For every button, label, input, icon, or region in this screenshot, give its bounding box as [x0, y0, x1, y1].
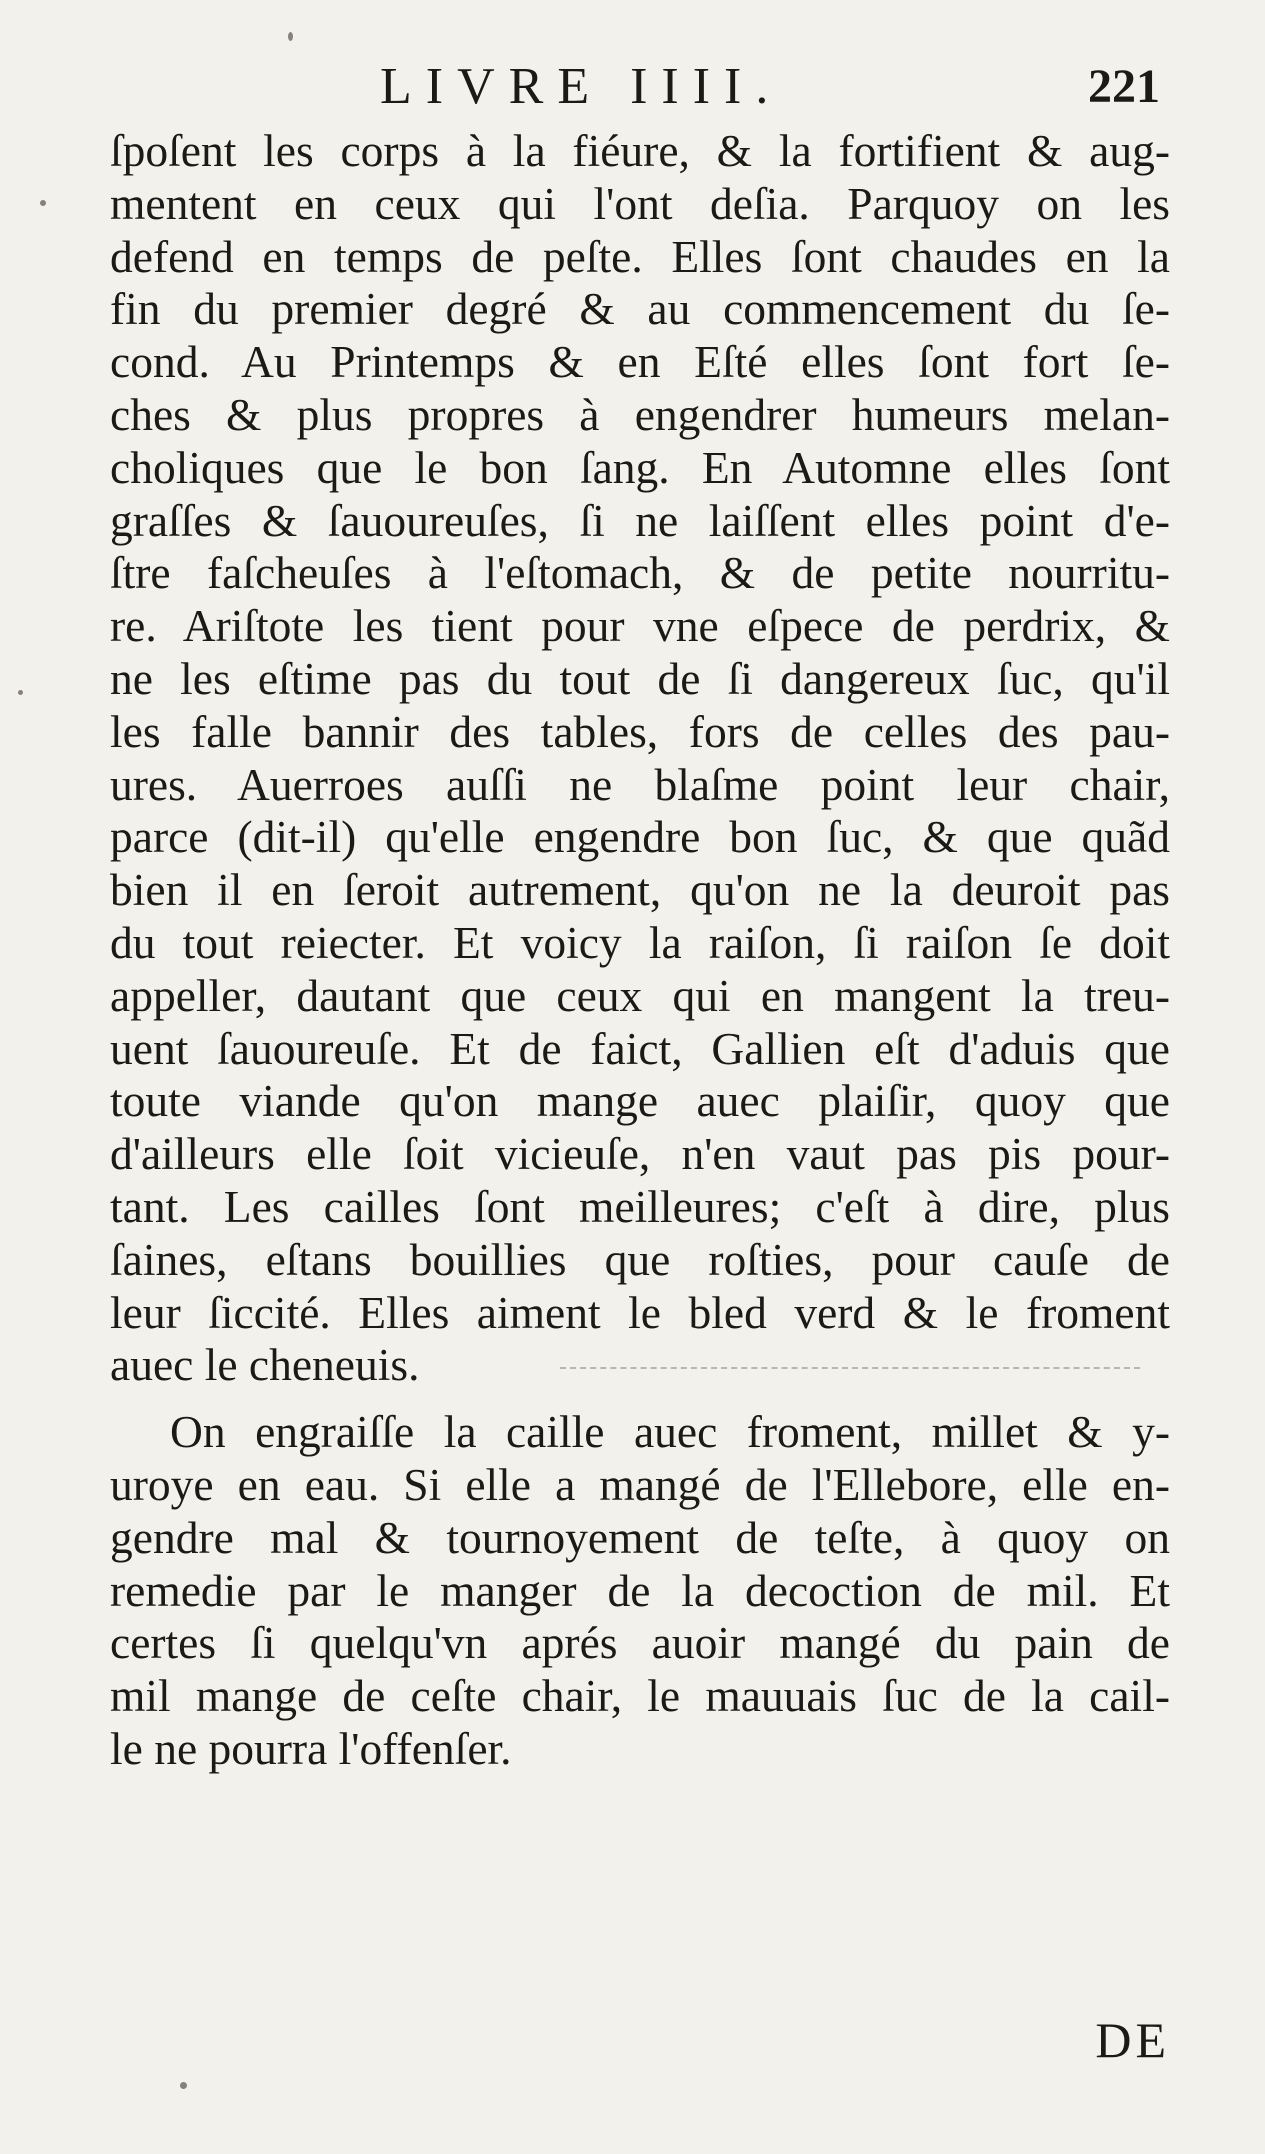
text-line: leur ſiccité. Elles aiment le bled verd & le froment: [110, 1286, 1170, 1338]
ink-speck: [180, 2082, 187, 2089]
text-line: remedie par le manger de la decoction de mil. Et: [110, 1564, 1170, 1616]
text-line: ſtre faſcheuſes à l'eſtomach, & de petite nourritu-: [110, 547, 1170, 599]
text-line: d'ailleurs elle ſoit vicieuſe, n'en vaut pas pis pour-: [110, 1128, 1170, 1180]
text-line: les falle bannir des tables, fors de celles des pau-: [110, 705, 1170, 757]
paragraph-1: [110, 125, 1170, 1392]
text-line: mil mange de ceſte chair, le mauuais ſuc de la cail-: [110, 1670, 1170, 1722]
text-line: certes ſi quelqu'vn aprés auoir mangé du pain de: [110, 1617, 1170, 1669]
text-line: ures. Auerroes auſſi ne blaſme point leur chair,: [110, 758, 1170, 810]
ink-speck: [40, 200, 46, 206]
text-line: choliques que le bon ſang. En Automne elles ſont: [110, 441, 1170, 493]
text-line: On engraiſſe la caille auec froment, millet & y-: [170, 1406, 1170, 1458]
text-line: fin du premier degré & au commencement du ſe-: [110, 283, 1170, 335]
text-line: ne les eſtime pas du tout de ſi dangereux ſuc, qu'il: [110, 652, 1170, 704]
text-line: defend en temps de peſte. Elles ſont chaudes en la: [110, 230, 1170, 282]
text-line: mentent en ceux qui l'ont deſia. Parquoy on les: [110, 177, 1170, 229]
text-line: uent ſauoureuſe. Et de faict, Gallien eſt d'aduis que: [110, 1022, 1170, 1074]
page-number: 221: [1088, 60, 1160, 113]
text-line: ſpoſent les corps à la fiéure, & la fortifient & aug-: [110, 125, 1170, 176]
text-line: auec le cheneuis.: [110, 1339, 420, 1391]
text-line: appeller, dautant que ceux qui en mangent la treu-: [110, 969, 1170, 1021]
text-line: du tout reiecter. Et voicy la raiſon, ſi raiſon ſe doit: [110, 916, 1170, 968]
text-line: le ne pourra l'offenſer.: [110, 1722, 512, 1774]
body-text: [110, 125, 1170, 1776]
section-rule: [560, 1367, 1140, 1369]
closing-line-with-rule: [110, 1339, 1170, 1392]
text-line: toute viande qu'on mange auec plaiſir, quoy que: [110, 1075, 1170, 1127]
text-line: uroye en eau. Si elle a mangé de l'Ellebore, elle en-: [110, 1458, 1170, 1510]
text-line: ſaines, eſtans bouillies que roſties, pour cauſe de: [110, 1233, 1170, 1285]
text-line: bien il en ſeroit autrement, qu'on ne la deuroit pas: [110, 864, 1170, 916]
text-line: re. Ariſtote les tient pour vne eſpece de perdrix, &: [110, 600, 1170, 652]
catchword: DE: [1095, 2012, 1170, 2068]
text-line: parce (dit-il) qu'elle engendre bon ſuc, & que quãd: [110, 811, 1170, 863]
text-line: graſſes & ſauoureuſes, ſi ne laiſſent elles point d'e-: [110, 494, 1170, 546]
text-line: tant. Les cailles ſont meilleures; c'eſt à dire, plus: [110, 1180, 1170, 1232]
page-header: [110, 52, 1160, 122]
paragraph-2: [110, 1406, 1170, 1776]
running-head: LIVRE IIII.: [380, 58, 783, 115]
text-line: gendre mal & tournoyement de teſte, à quoy on: [110, 1511, 1170, 1563]
ink-speck: [288, 32, 293, 41]
text-line: ches & plus propres à engendrer humeurs melan-: [110, 388, 1170, 440]
text-line: cond. Au Printemps & en Eſté elles ſont fort ſe-: [110, 336, 1170, 388]
ink-speck: [18, 690, 23, 695]
